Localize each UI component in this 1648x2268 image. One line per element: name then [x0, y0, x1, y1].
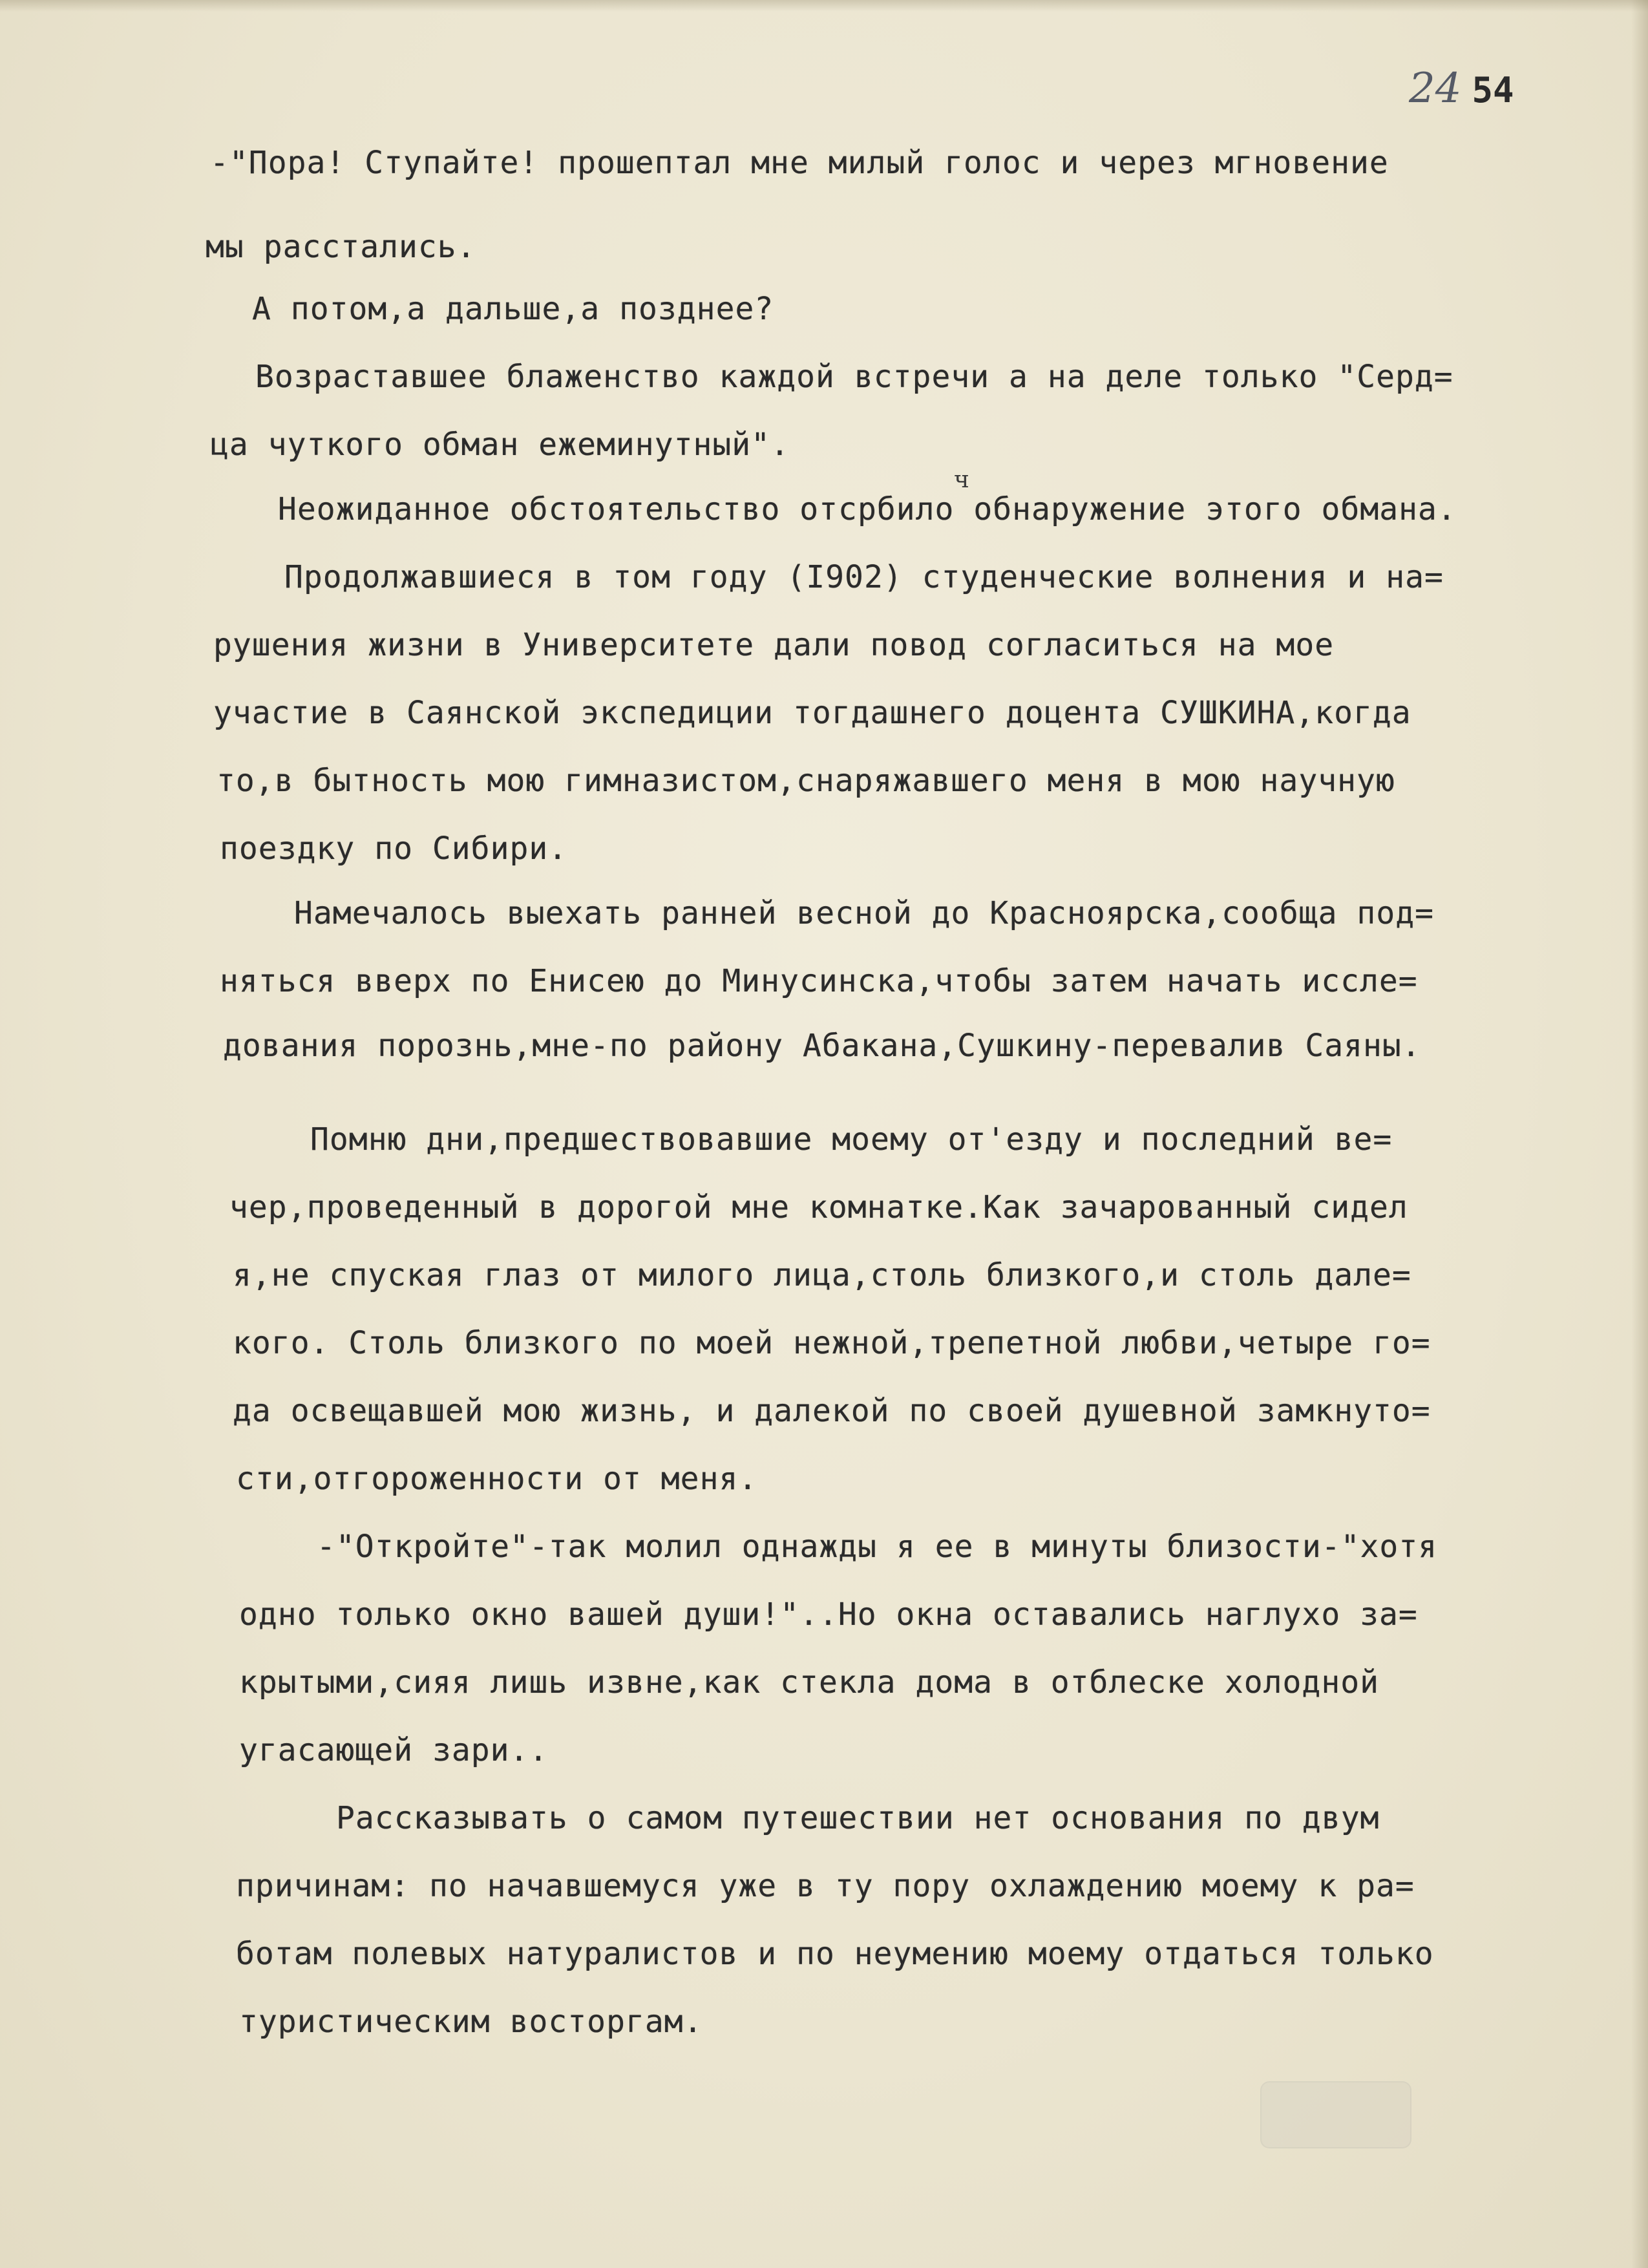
text-line: кого. Столь близкого по моей нежной,трепетной любви,четыре го=	[233, 1325, 1431, 1361]
text-line: рушения жизни в Университете дали повод согласиться на мое	[213, 627, 1335, 663]
handwritten-page-number: 24	[1409, 65, 1462, 112]
text-line: одно только окно вашей души!"..Но окна оставались наглухо за=	[239, 1596, 1418, 1633]
handwritten-correction: ч	[954, 467, 969, 493]
text-line: мы расстались.	[206, 229, 476, 265]
text-line: ца чуткого обман ежеминутный".	[210, 427, 790, 463]
text-line: Намечалось выехать ранней весной до Красноярска,сообща под=	[294, 895, 1435, 931]
text-line: то,в бытность мою гимназистом,снаряжавшего меня в мою научную	[217, 763, 1395, 799]
text-line: Рассказывать о самом путешествии нет основания по двум	[336, 1800, 1380, 1836]
text-line: я,не спуская глаз от милого лица,столь близкого,и столь дале=	[233, 1257, 1411, 1293]
text-line: -"Откройте"-так молил однажды я ее в минуты близости-"хотя	[317, 1529, 1438, 1565]
text-line: ботам полевых натуралистов и по неумению моему отдаться только	[236, 1936, 1434, 1972]
text-line: Продолжавшиеся в том году (I902) студенческие волнения и на=	[284, 559, 1444, 595]
text-line: угасающей зари..	[239, 1732, 549, 1768]
text-line: А потом,а дальше,а позднее?	[252, 291, 774, 327]
text-line: причинам: по начавшемуся уже в ту пору охлаждению моему к ра=	[236, 1868, 1415, 1904]
text-line: чер,проведенный в дорогой мне комнатке.Как зачарованный сидел	[229, 1189, 1408, 1225]
text-line: туристическим восторгам.	[239, 2004, 703, 2040]
text-line: крытыми,сияя лишь извне,как стекла дома в отблеске холодной	[239, 1664, 1380, 1701]
text-line: няться вверх по Енисею до Минусинска,чтобы затем начать иссле=	[220, 963, 1418, 999]
text-line: -"Пора! Ступайте! прошептал мне милый голос и через мгновение	[210, 145, 1389, 181]
paper-right-edge-shadow	[1631, 0, 1648, 2268]
text-line: сти,отгороженности от меня.	[236, 1461, 758, 1497]
page-number	[1409, 65, 1514, 112]
typed-page-number: 54	[1472, 70, 1514, 111]
text-line: да освещавшей мою жизнь, и далекой по своей душевной замкнуто=	[233, 1393, 1431, 1429]
text-line: участие в Саянской экспедиции тогдашнего доцента СУШКИНА,когда	[213, 695, 1411, 731]
text-line: Помню дни,предшествовавшие моему от'езду и последний ве=	[310, 1121, 1393, 1158]
text-line: Возраставшее блаженство каждой встречи а на деле только "Серд=	[255, 359, 1453, 395]
text-line: поездку по Сибири.	[220, 831, 568, 867]
faint-stamp-mark	[1260, 2081, 1411, 2148]
text-line: дования порознь,мне-по району Абакана,Сушкину-перевалив Саяны.	[223, 1028, 1421, 1064]
text-line: Неожиданное обстоятельство отсрбило обнаружение этого обмана.	[278, 491, 1457, 527]
paper-top-edge-shadow	[0, 0, 1648, 12]
